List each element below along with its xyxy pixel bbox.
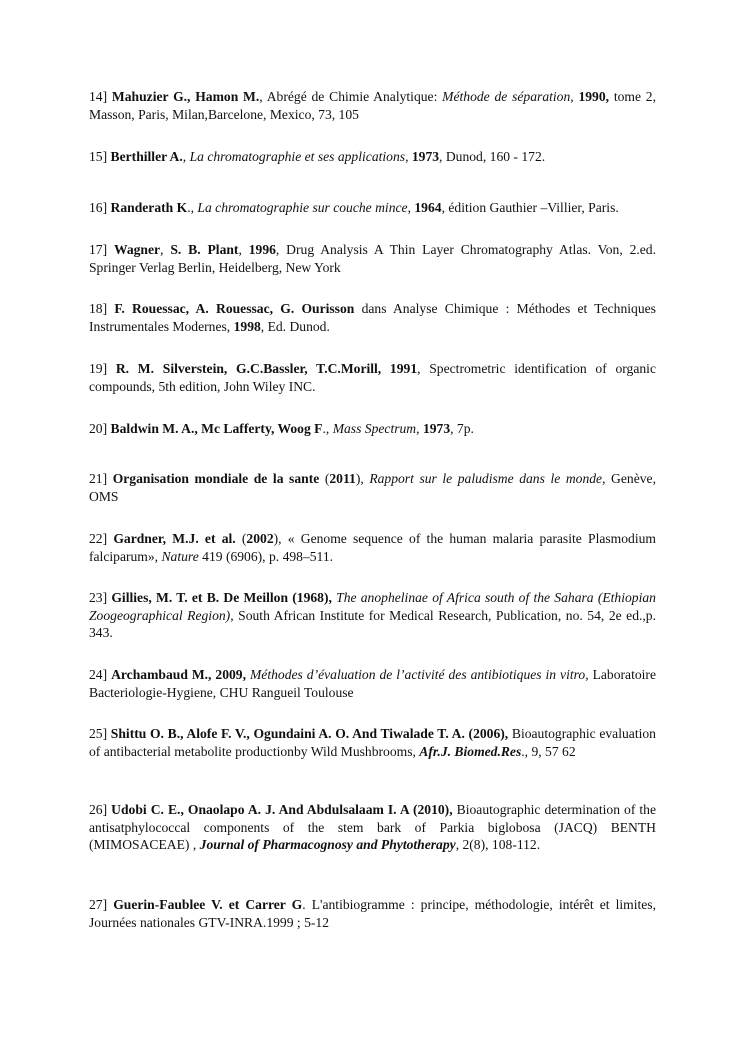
reference-text-segment: . L'antibiogramme : principe, méthodologie, intérêt et limites, Journées nationales GTV-INRA.1999 ; 5-12: [89, 897, 656, 930]
reference-text-segment: Wagner: [114, 242, 161, 257]
reference-text-segment: , Genève, OMS: [89, 471, 656, 504]
reference-text-segment: Afr.J. Biomed.Res: [419, 743, 522, 759]
reference-19: [89, 360, 656, 395]
reference-text-segment: Guerin-Faublee V. et Carrer G: [113, 897, 303, 912]
reference-text-segment: , Spectrometric identification of organic compounds, 5th edition, John Wiley INC.: [89, 361, 656, 394]
reference-text-segment: 2002: [246, 531, 274, 546]
reference-text-segment: 24]: [89, 667, 112, 682]
reference-text-segment: 20]: [89, 421, 111, 436]
reference-22: [89, 530, 656, 565]
reference-text-segment: 16]: [89, 200, 111, 215]
reference-text-segment: 23]: [89, 590, 112, 605]
reference-text-segment: .,: [187, 200, 198, 215]
reference-text-segment: , Dunod, 160 - 172.: [439, 149, 546, 164]
reference-text-segment: , Laboratoire Bacteriologie-Hygiene, CHU Rangueil Toulouse: [89, 667, 656, 700]
reference-text-segment: Journal of Pharmacognosy and Phytotherapy: [199, 837, 456, 853]
reference-26: [89, 801, 656, 854]
reference-text-segment: Shittu O. B., Alofe F. V., Ogundaini A. O. And Tiwalade T. A. (2006),: [110, 726, 509, 741]
reference-17: [89, 241, 656, 276]
reference-text-segment: Berthiller A.: [110, 149, 183, 164]
reference-text-segment: , Drug Analysis A Thin Layer Chromatography Atlas. Von, 2.ed. Springer Verlag Berlin, Heidelberg, New York: [89, 242, 657, 275]
reference-27: [89, 896, 656, 931]
reference-25: [89, 725, 656, 760]
reference-text-segment: ,: [238, 242, 249, 257]
reference-text-segment: 21]: [89, 471, 113, 486]
reference-text-segment: Bioautographic evaluation of antibacterial metabolite productionby Wild Mushbrooms,: [89, 726, 656, 759]
reference-text-segment: , 7p.: [450, 421, 474, 436]
reference-text-segment: S. B. Plant: [170, 242, 239, 257]
reference-text-segment: Mass Spectrum: [332, 421, 417, 436]
reference-text-segment: Gardner, M.J. et al.: [113, 531, 236, 546]
reference-text-segment: 1990,: [578, 89, 610, 104]
reference-text-segment: ,: [570, 89, 579, 104]
reference-text-segment: 1996: [248, 242, 276, 257]
reference-text-segment: ,: [407, 200, 415, 215]
reference-text-segment: 27]: [89, 897, 114, 912]
reference-text-segment: 18]: [89, 301, 115, 316]
reference-text-segment: , 2(8), 108-112.: [455, 837, 541, 853]
reference-20: [89, 420, 656, 438]
reference-16: [89, 199, 656, 217]
reference-21: [89, 470, 656, 505]
reference-text-segment: Méthodes d’évaluation de l’activité des antibiotiques in vitro: [249, 667, 586, 682]
reference-14: [89, 88, 656, 123]
reference-text-segment: 25]: [89, 726, 111, 741]
reference-text-segment: , édition Gauthier –Villier, Paris.: [441, 200, 619, 215]
reference-15: [89, 148, 656, 166]
reference-text-segment: ., 9, 57 62: [521, 743, 576, 759]
reference-text-segment: 26]: [89, 802, 112, 817]
reference-text-segment: Mahuzier G., Hamon M.: [111, 89, 260, 104]
reference-text-segment: 15]: [89, 149, 111, 164]
reference-text-segment: South African Institute for Medical Research, Publication, no. 54, 2e ed.,p. 343.: [89, 607, 656, 641]
reference-text-segment: F. Rouessac, A. Rouessac, G. Ourisson: [114, 301, 355, 316]
reference-text-segment: 1964: [414, 200, 442, 215]
reference-text-segment: Baldwin M. A., Mc Lafferty, Woog F: [110, 421, 323, 436]
reference-text-segment: 19]: [89, 361, 116, 376]
reference-text-segment: Randerath K: [110, 200, 188, 215]
reference-text-segment: 14]: [89, 89, 112, 104]
reference-text-segment: ,: [160, 242, 171, 257]
reference-text-segment: ), « Genome sequence of the human malaria parasite Plasmodium falciparum»,: [89, 531, 656, 564]
reference-text-segment: dans Analyse Chimique : Méthodes et Techniques Instrumentales Modernes,: [89, 301, 656, 334]
reference-23: [89, 589, 656, 642]
reference-text-segment: tome 2, Masson, Paris, Milan,Barcelone, Mexico, 73, 105: [89, 89, 656, 122]
reference-text-segment: ,: [416, 421, 423, 436]
reference-text-segment: Nature: [161, 548, 199, 564]
reference-text-segment: The anophelinae of Africa south of the Sahara (Ethiopian Zoogeographical Region),: [89, 590, 656, 623]
reference-18: [89, 300, 656, 335]
reference-text-segment: .,: [322, 421, 333, 436]
reference-text-segment: (: [319, 471, 330, 486]
reference-text-segment: R. M. Silverstein, G.C.Bassler, T.C.Morill, 1991: [115, 361, 418, 376]
reference-text-segment: Bioautographic determination of the antisatphylococcal components of the stem bark of Parkia biglobosa (JACQ) BENTH (MIMOSACEAE) ,: [89, 802, 656, 853]
reference-text-segment: Archambaud M., 2009,: [111, 667, 247, 682]
reference-text-segment: Organisation mondiale de la sante: [112, 471, 320, 486]
reference-text-segment: Rapport sur le paludisme dans le monde: [369, 471, 603, 486]
reference-text-segment: ,: [405, 149, 412, 164]
reference-text-segment: ),: [355, 471, 370, 486]
reference-text-segment: Gillies, M. T. et B. De Meillon (1968),: [111, 590, 332, 605]
reference-text-segment: La chromatographie et ses applications: [189, 149, 406, 164]
reference-text-segment: Udobi C. E., Onaolapo A. J. And Abdulsalaam I. A (2010),: [111, 802, 453, 817]
reference-text-segment: 17]: [89, 242, 114, 257]
reference-text-segment: (: [235, 531, 247, 546]
reference-text-segment: 2011: [329, 471, 356, 486]
reference-text-segment: , Abrégé de Chimie Analytique:: [259, 89, 443, 104]
reference-24: [89, 666, 656, 701]
reference-text-segment: 1973: [422, 421, 451, 436]
reference-text-segment: 1973: [411, 149, 440, 164]
reference-text-segment: ,: [182, 149, 190, 164]
reference-text-segment: 419 (6906), p. 498–511.: [198, 548, 334, 564]
reference-text-segment: 22]: [89, 531, 114, 546]
reference-text-segment: Méthode de séparation: [442, 89, 571, 104]
reference-text-segment: 1998: [233, 318, 261, 334]
reference-text-segment: , Ed. Dunod.: [260, 318, 330, 334]
reference-text-segment: La chromatographie sur couche mince: [197, 200, 408, 215]
